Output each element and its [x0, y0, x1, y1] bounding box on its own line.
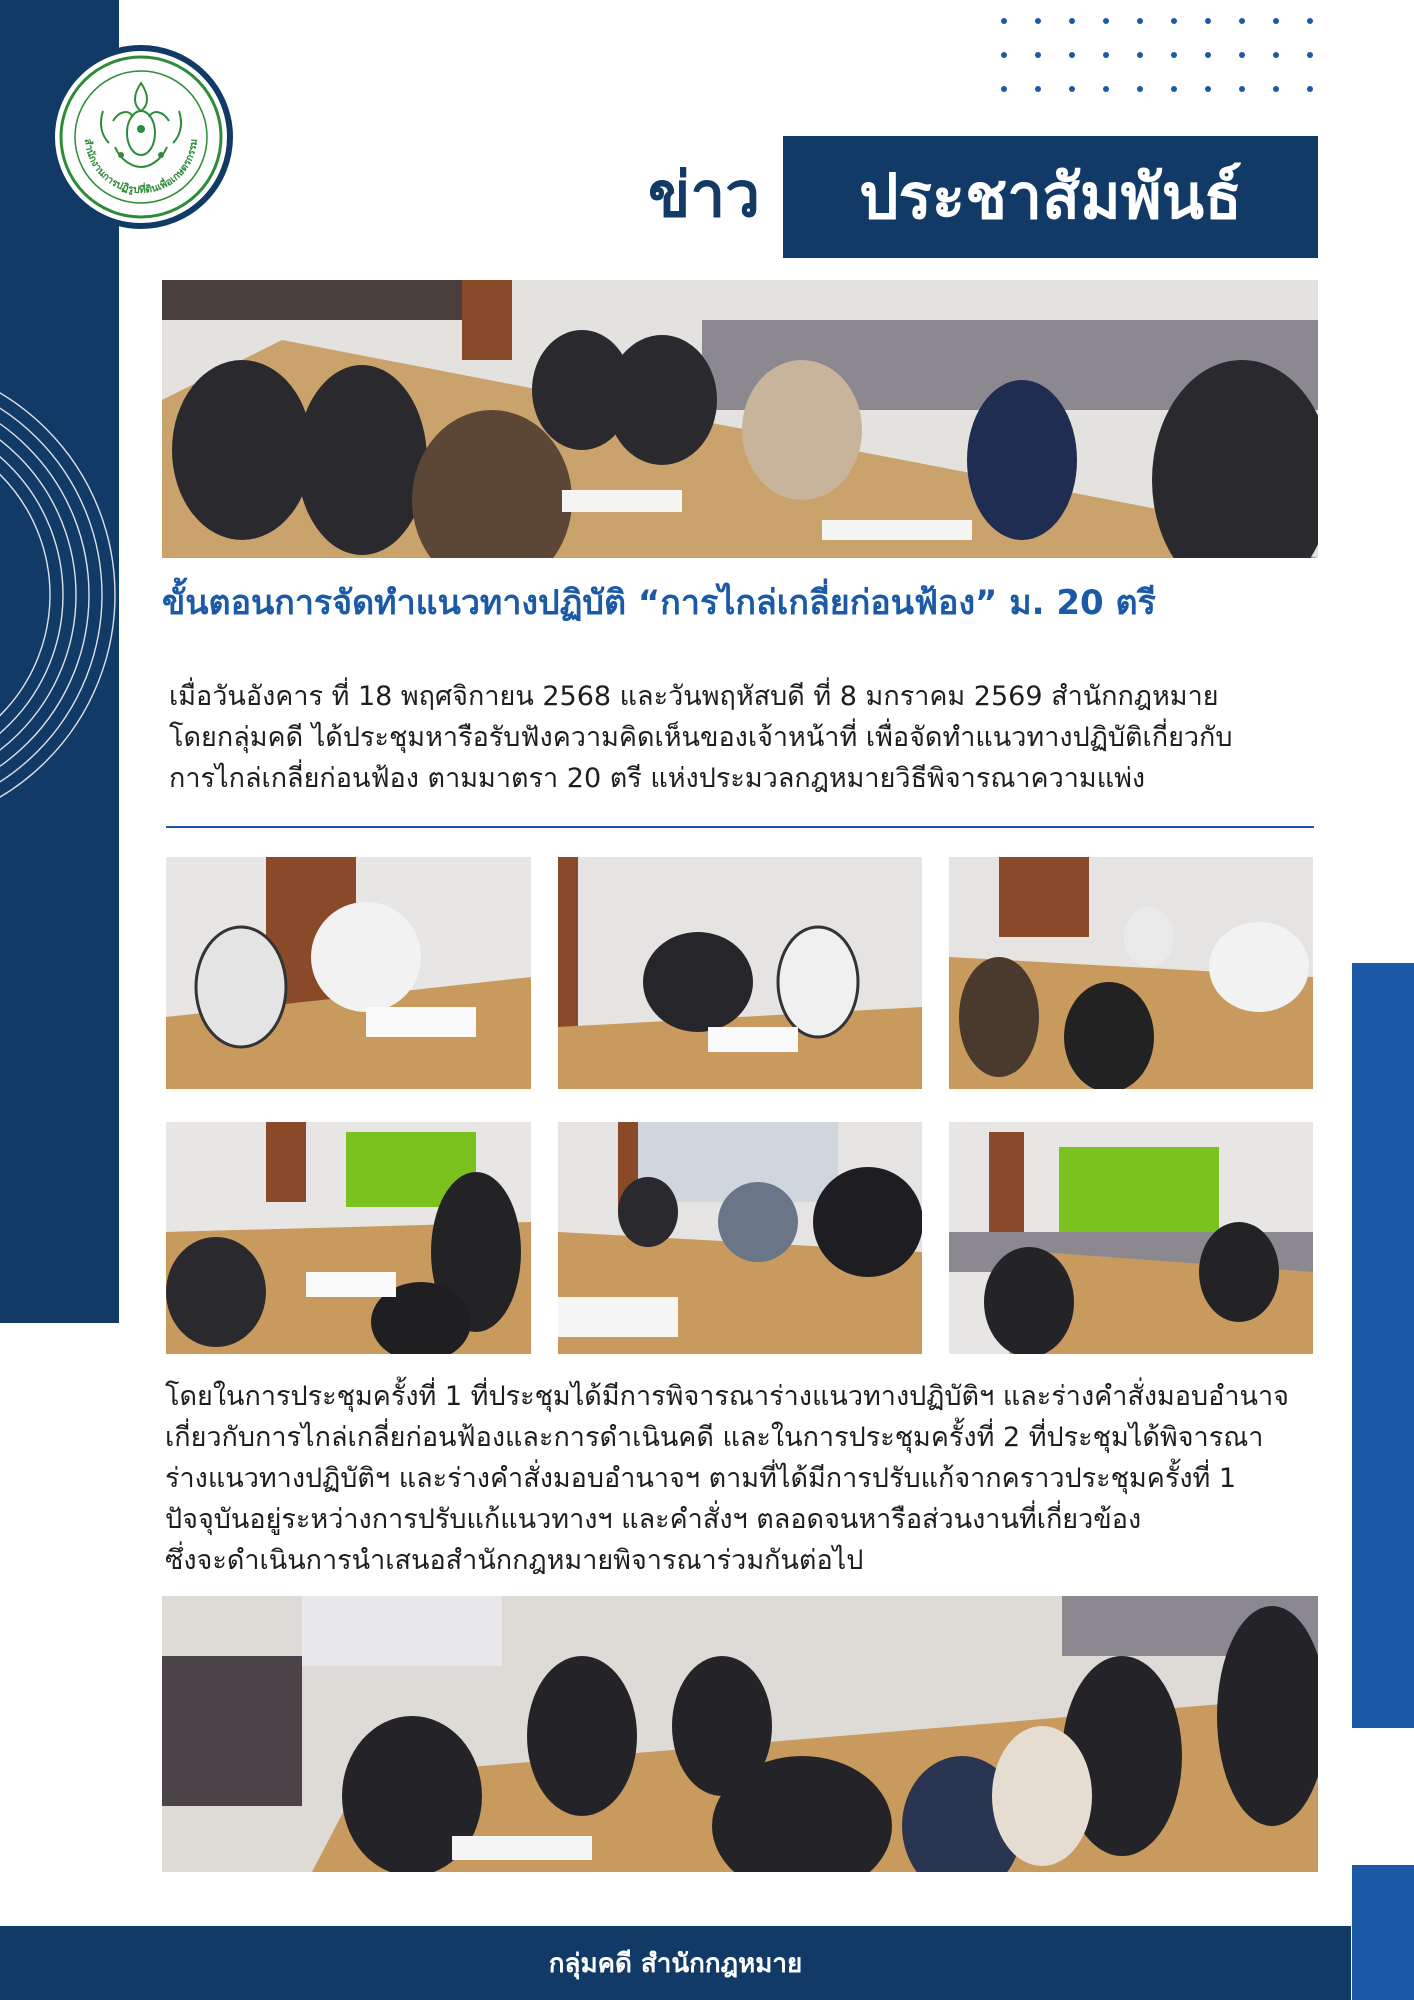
meeting-photo-grid-5	[558, 1122, 922, 1354]
detail-line: ร่างแนวทางปฏิบัติฯ และร่างคำสั่งมอบอำนาจฯ ตามที่ได้มีการปรับแก้จากคราวประชุมครั้งที่ 1	[165, 1463, 1237, 1494]
detail-line: โดยในการประชุมครั้งที่ 1 ที่ประชุมได้มีการพิจารณาร่างแนวทางปฏิบัติฯ และร่างคำสั่งมอบอำนาจ	[165, 1381, 1289, 1412]
seal-text: สำนักงานการปฏิรูปที่ดินเพื่อเกษตรกรรม	[81, 138, 201, 197]
section-divider	[166, 826, 1314, 828]
meeting-photo-grid-2	[558, 857, 922, 1089]
intro-paragraph	[169, 676, 1319, 799]
intro-line: โดยกลุ่มคดี ได้ประชุมหารือรับฟังความคิดเห็นของเจ้าหน้าที่ เพื่อจัดทำแนวทางปฏิบัติเกี่ยวกับ	[169, 722, 1233, 753]
right-decor-bar	[1352, 963, 1414, 1728]
meeting-photo-grid-3	[949, 857, 1313, 1089]
meeting-photo-grid-4	[166, 1122, 531, 1354]
title-plain: ข่าว	[648, 158, 761, 231]
article-headline: ขั้นตอนการจัดทำแนวทางปฏิบัติ “การไกล่เกลี่ยก่อนฟ้อง” ม. 20 ตรี	[162, 583, 1156, 623]
right-decor-bar-bottom	[1352, 1865, 1414, 2000]
meeting-photo-bottom	[162, 1596, 1318, 1872]
detail-line: เกี่ยวกับการไกล่เกลี่ยก่อนฟ้องและการดำเนินคดี และในการประชุมครั้งที่ 2 ที่ประชุมได้พิจารณา	[165, 1422, 1264, 1453]
meeting-photo-top	[162, 280, 1318, 558]
footer-bar	[0, 1926, 1351, 2000]
dot-grid-decor	[998, 15, 1320, 97]
detail-line: ซึ่งจะดำเนินการนำเสนอสำนักกฎหมายพิจารณาร่วมกันต่อไป	[165, 1545, 864, 1576]
organization-seal-logo	[49, 45, 233, 229]
detail-paragraph	[165, 1376, 1365, 1581]
concentric-rings-decor	[0, 330, 120, 860]
intro-line: เมื่อวันอังคาร ที่ 18 พฤศจิกายน 2568 และวันพฤหัสบดี ที่ 8 มกราคม 2569 สำนักกฎหมาย	[169, 681, 1219, 712]
meeting-photo-grid-6	[949, 1122, 1313, 1354]
meeting-photo-grid-1	[166, 857, 531, 1089]
title-boxed: ประชาสัมพันธ์	[783, 136, 1318, 258]
footer-text: กลุ่มคดี สำนักกฎหมาย	[548, 1948, 803, 1979]
intro-line: การไกล่เกลี่ยก่อนฟ้อง ตามมาตรา 20 ตรี แห่งประมวลกฎหมายวิธีพิจารณาความแพ่ง	[169, 763, 1146, 794]
detail-line: ปัจจุบันอยู่ระหว่างการปรับแก้แนวทางฯ และคำสั่งฯ ตลอดจนหารือส่วนงานที่เกี่ยวข้อง	[165, 1504, 1142, 1535]
